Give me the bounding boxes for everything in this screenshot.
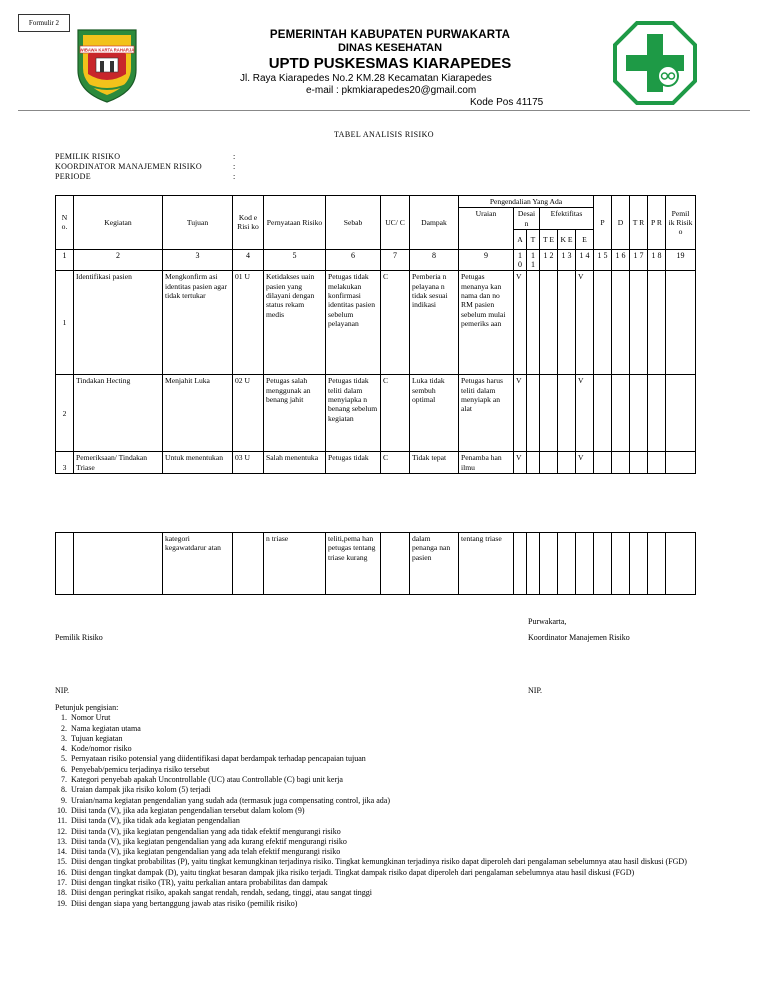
hdr-sebab: Sebab (326, 196, 381, 250)
hdr-te: T E (540, 229, 558, 249)
list-item: 1. Nomor Urut (69, 713, 723, 723)
table-row: 2 Tindakan Hecting Menjahit Luka 02 U Petugas salah menggunak an benang jahit Petugas tidak teliti dalam menyiapka n benang sebelum kegiatan C Luka tidak sembuh optimal Petugas harus teliti dalam menyiapk an alat V V (56, 375, 696, 452)
list-item: 7. Kategori penyebab apakah Uncontrollable (UC) atau Controllable (C) bagi unit kerja (69, 775, 723, 785)
table-row: 1 Identifikasi pasien Mengkonfirm asi identitas pasien agar tidak tertukar 01 U Ketidakses uain pasien yang dilayani dengan status rekam medis Petugas tidak melakukan konfirmasi identitas pasien sebelum pelayanan C Pemberia n pelayana n tidak sesuai indikasi Petugas menanya kan nama dan no RM pasien sebelum mulai pemeriks aan V V (56, 271, 696, 375)
meta-period: PERIODE : (55, 172, 236, 181)
instructions-list (55, 713, 723, 909)
nip-owner: NIP. (55, 686, 70, 695)
hdr-ke: K E (558, 229, 576, 249)
instructions-heading: Petunjuk pengisian: (55, 703, 119, 712)
puskesmas-logo-icon (612, 20, 698, 106)
hdr-e: E (576, 229, 594, 249)
hdr-desain: Desai n (514, 208, 540, 230)
list-item: 19. Diisi dengan siapa yang bertanggung jawab atas risiko (pemilik risiko) (69, 899, 723, 909)
hdr-tr: T R (630, 196, 648, 250)
hdr-tujuan: Tujuan (163, 196, 233, 250)
list-item: 16. Diisi dengan tingkat dampak (D), yaitu tingkat besaran dampak jika risiko terjadi. Tingkat dampak risiko dapat diperoleh dari pengalaman sebelumnya atau hasil diskusi (FGD) (69, 868, 723, 878)
postal-code: Kode Pos 41175 (470, 97, 544, 108)
signature-place: Purwakarta, (528, 617, 567, 626)
hdr-uraian: Uraian (459, 208, 514, 250)
list-item: 15. Diisi dengan tingkat probabilitas (P), yaitu tingkat kemungkinan terjadinya risiko. Tingkat kemungkinan terjadinya risiko dapat diperoleh dari pengalaman sebelumnya atau hasil diskusi (FGD) (69, 857, 723, 867)
list-item: 2. Nama kegiatan utama (69, 724, 723, 734)
dept-name: DINAS KESEHATAN (337, 42, 443, 54)
email: e-mail : pkmkiarapedes20@gmail.com (306, 85, 477, 96)
risk-table (55, 195, 696, 474)
signature-owner: Pemilik Risiko (55, 633, 103, 642)
hdr-p: P (594, 196, 612, 250)
page-title: TABEL ANALISIS RISIKO (334, 130, 434, 139)
risk-table-continued (55, 532, 696, 595)
emblem-banner-text: WIBAWA KARTA RAHARJA (80, 47, 134, 53)
list-item: 13. Diisi tanda (V), jika kegiatan pengendalian yang ada kurang efektif mengurangi risiko (69, 837, 723, 847)
hdr-t: T (527, 229, 540, 249)
hdr-pengendalian: Pengendalian Yang Ada (459, 196, 594, 208)
form-label: Formulir 2 (18, 14, 70, 32)
unit-name: UPTD PUSKESMAS KIARAPEDES (268, 55, 512, 72)
hdr-efektifitas: Efektifitas (540, 208, 594, 230)
table-row: 3 Pemeriksaan/ Tindakan Triase Untuk menentukan 03 U Salah menentuka Petugas tidak C Tidak tepat Penamba han ilmu V V (56, 452, 696, 474)
hdr-kegiatan: Kegiatan (74, 196, 163, 250)
header-divider (18, 110, 750, 111)
meta-block (55, 152, 245, 182)
table-row: kategori kegawatdarur atan n triase teliti,pema han petugas tentang triase kurang dalam penanga nan pasien tentang triase (56, 533, 696, 595)
list-item: 3. Tujuan kegiatan (69, 734, 723, 744)
hdr-pr: P R (648, 196, 666, 250)
hdr-dampak: Dampak (410, 196, 459, 250)
list-item: 11. Diisi tanda (V), jika tidak ada kegiatan pengendalian (69, 816, 723, 826)
hdr-pemilik: Pemil ik Risik o (666, 196, 696, 250)
number-row: 1 2 3 4 5 6 7 8 9 1 0 1 1 1 2 1 3 1 4 1 5 1 6 1 7 1 8 19 (56, 249, 696, 271)
list-item: 10. Diisi tanda (V), jika ada kegiatan pengendalian tersebut dalam kolom (9) (69, 806, 723, 816)
address: Jl. Raya Kiarapedes No.2 KM.28 Kecamatan Kiarapedes (240, 73, 492, 84)
nip-coordinator: NIP. (528, 686, 543, 695)
list-item: 12. Diisi tanda (V), jika kegiatan pengendalian yang ada tidak efektif mengurangi risiko (69, 827, 723, 837)
gov-name: PEMERINTAH KABUPATEN PURWAKARTA (269, 29, 511, 41)
hdr-no: N o. (56, 196, 74, 250)
list-item: 18. Diisi dengan peringkat risiko, apakah sangat rendah, rendah, sedang, tinggi, atau sangat tinggi (69, 888, 723, 898)
list-item: 14. Diisi tanda (V), jika kegiatan pengendalian yang ada telah efektif mengurangi risiko (69, 847, 723, 857)
list-item: 5. Pernyataan risiko potensial yang diidentifikasi dapat berdampak terhadap pencapaian tujuan (69, 754, 723, 764)
list-item: 6. Penyebab/pemicu terjadinya risiko tersebut (69, 765, 723, 775)
letterhead (180, 28, 600, 73)
hdr-kode: Kod e Risi ko (233, 196, 264, 250)
list-item: 17. Diisi dengan tingkat risiko (TR), yaitu perkalian antara probabilitas dan dampak (69, 878, 723, 888)
emblem-banner (80, 46, 134, 53)
list-item: 8. Uraian dampak jika risiko kolom (5) terjadi (69, 785, 723, 795)
list-item: 9. Uraian/nama kegiatan pengendalian yang sudah ada (termasuk juga compensating control, jika ada) (69, 796, 723, 806)
meta-owner: PEMILIK RISIKO : (55, 152, 236, 161)
instructions (55, 703, 723, 909)
hdr-a: A (514, 229, 527, 249)
purwakarta-emblem-icon (74, 26, 140, 104)
hdr-d: D (612, 196, 630, 250)
meta-coordinator: KOORDINATOR MANAJEMEN RISIKO : (55, 162, 236, 171)
list-item: 4. Kode/nomor risiko (69, 744, 723, 754)
hdr-pernyataan: Pernyataan Risiko (264, 196, 326, 250)
hdr-ucc: UC/ C (381, 196, 410, 250)
signature-coordinator: Koordinator Manajemen Risiko (528, 633, 630, 642)
